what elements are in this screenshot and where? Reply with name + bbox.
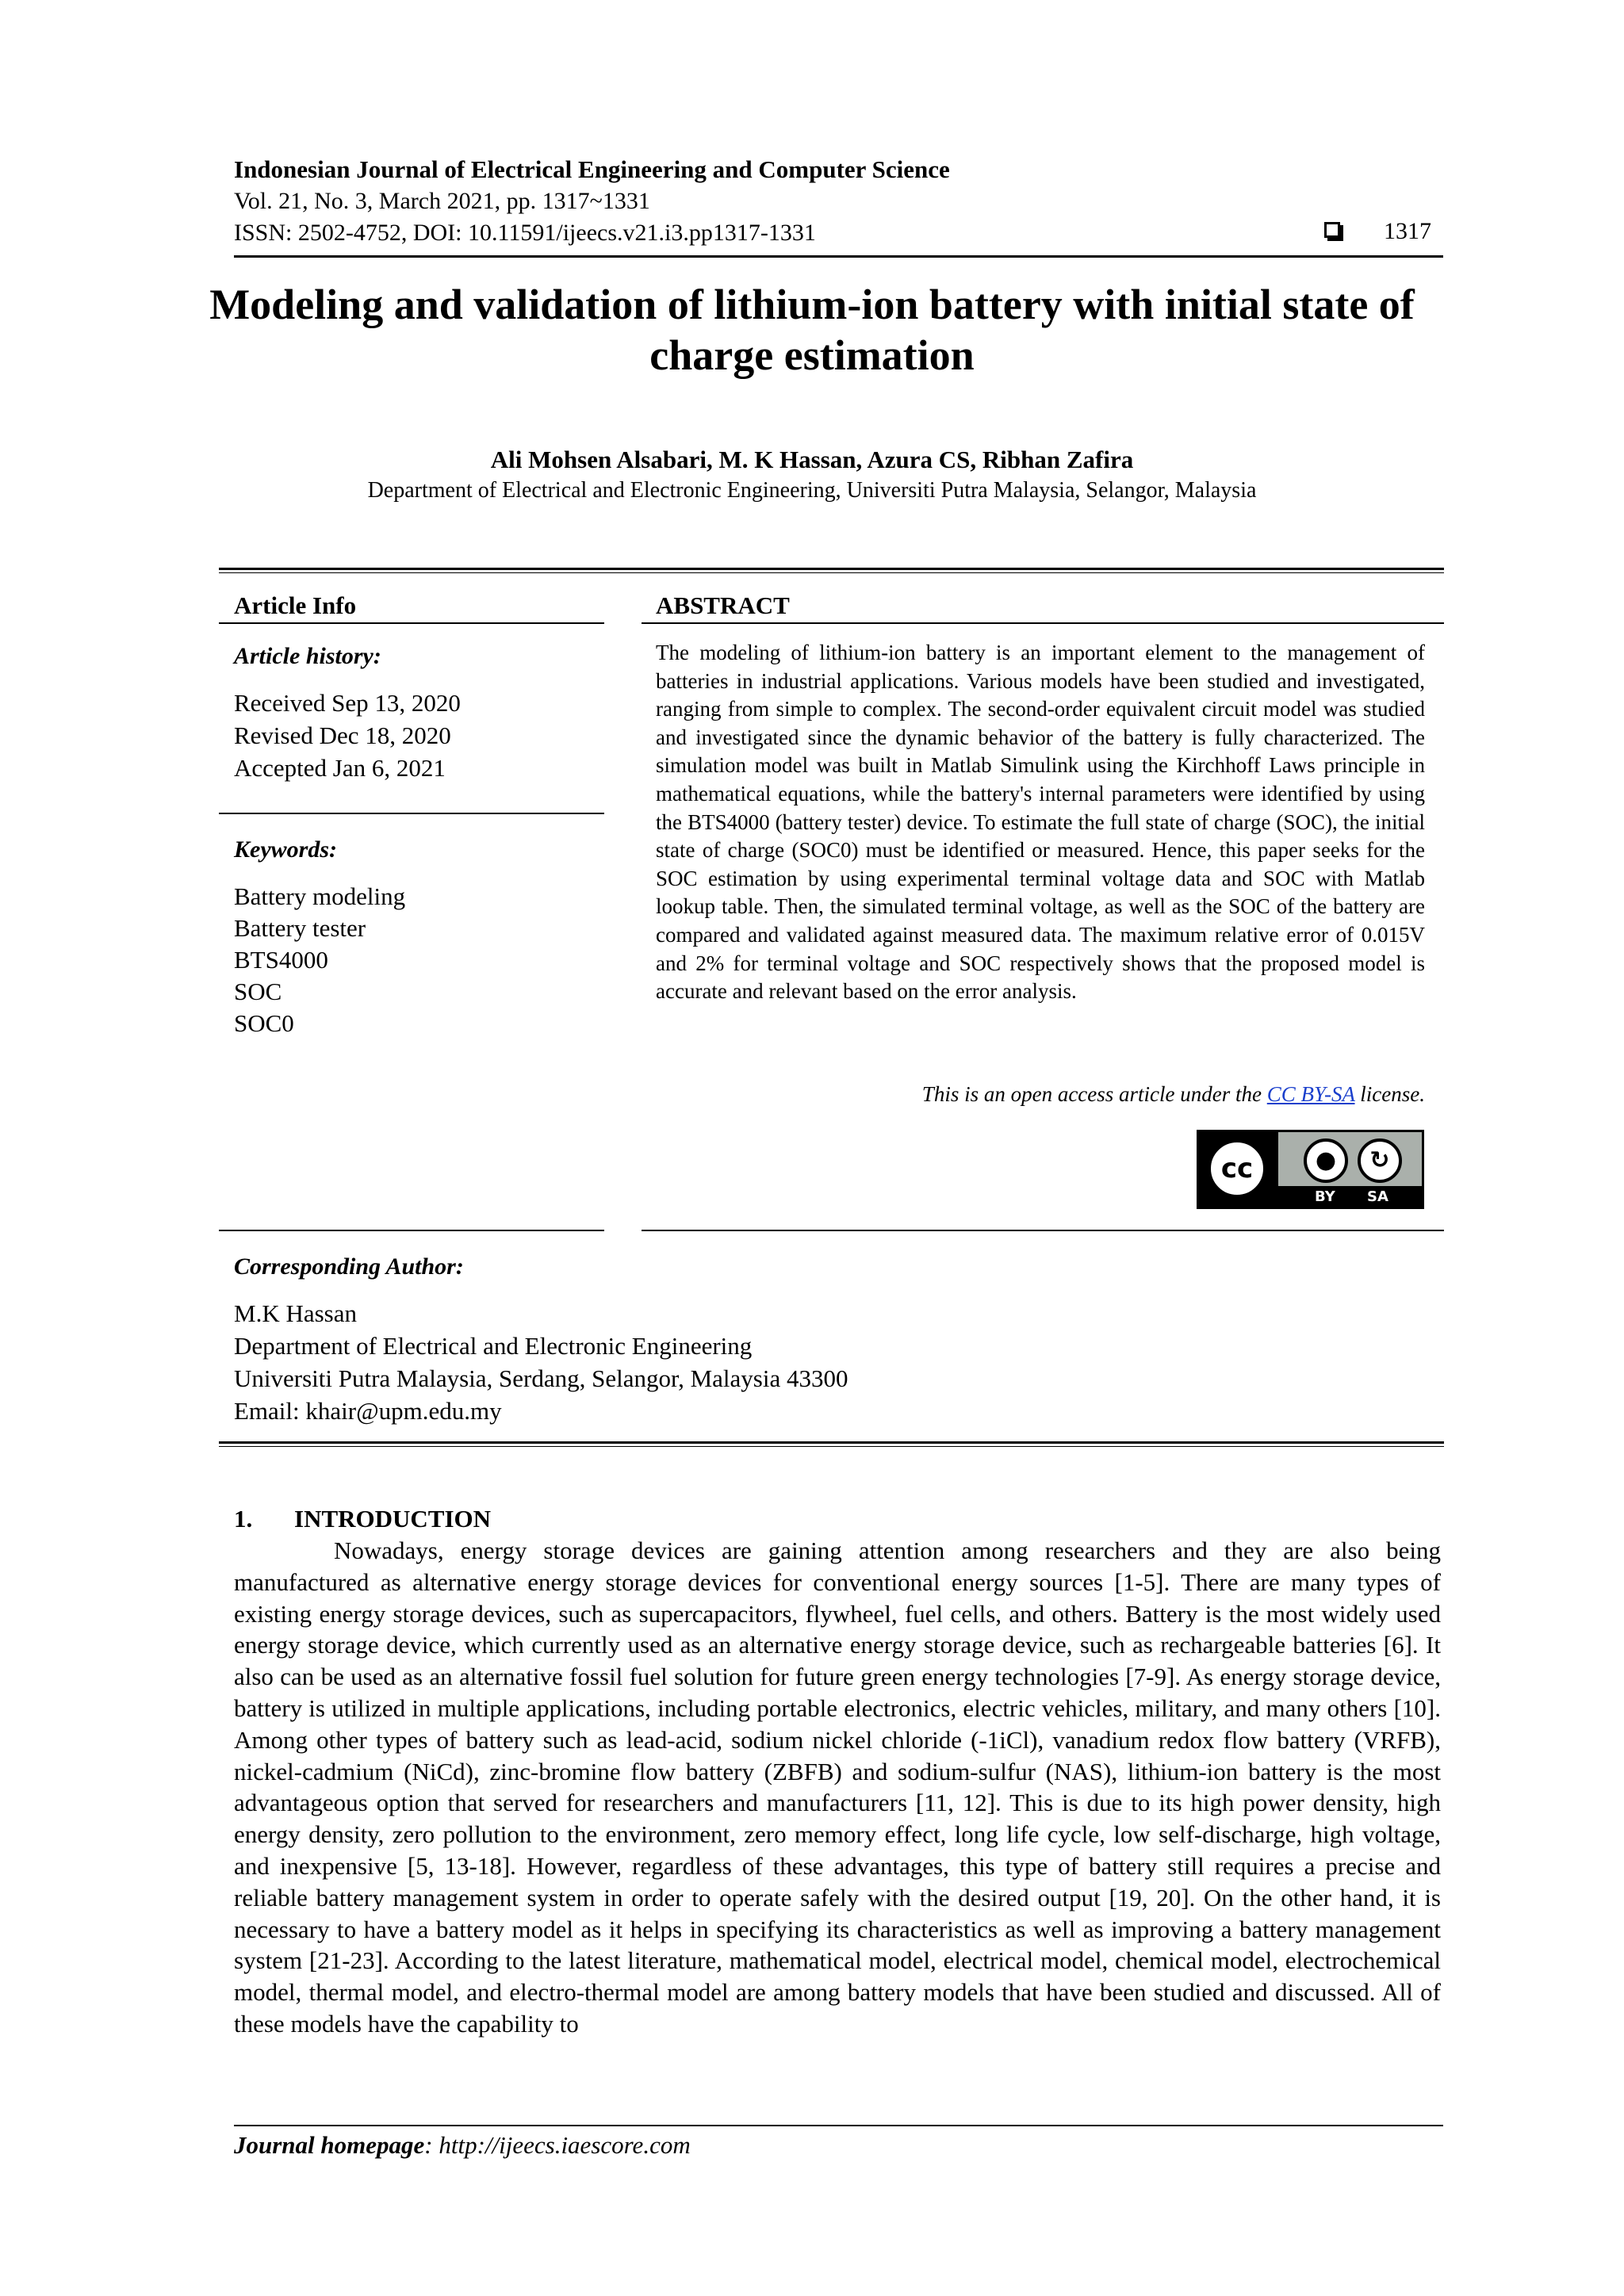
introduction-paragraph: Nowadays, energy storage devices are gaining attention among researchers and they are also being manufactured as alternative energy storage devices for conventional energy sources [1-5]. There are many types of existing energy storage devices, such as supercapacitors, flywheel, fuel cells, and others. Battery is the most widely used energy storage device, which currently used as an alternative energy storage device, such as rechargeable batteries [6]. It also can be used as an alternative fossil fuel solution for future green energy technologies [7-9]. As energy storage device, battery is utilized in multiple applications, including portable electronics, electric vehicles, military, and many others [10]. Among other types of battery such as lead-acid, sodium nickel chloride (-1iCl), vanadium redox flow battery (VRFB), nickel-cadmium (NiCd), zinc-bromine flow battery (ZBFB) and sodium-sulfur (NAS), lithium-ion battery is the most advantageous option that served for researchers and manufacturers [11, 12]. This is due to its high power density, high energy density, zero pollution to the environment, zero memory effect, long life cycle, low self-discharge, high voltage, and inexpensive [5, 13-18]. However, regardless of these advantages, this type of battery still requires a precise and reliable battery management system in order to operate safely with the desired output [19, 20]. On the other hand, it is necessary to have a battery model as it helps in specifying its characteristics as well as improving a battery management system [21-23]. According to the latest literature, mathematical model, electrical model, chemical model, electrochemical model, thermal model, and electro-thermal model are among battery models that have been studied and discussed. All of these models have the capability to xyxy=(234,1536,1441,2038)
homepage-label: Journal homepage xyxy=(234,2131,425,2159)
keyword-item: Battery tester xyxy=(234,914,366,942)
cc-by-sa-link[interactable]: CC BY-SA xyxy=(1266,1082,1355,1106)
abstract-text: The modeling of lithium-ion battery is an important element to the management of batteries in industrial applications. Various models have been studied and investigated, ranging from simple to complex. The second-order equivalent circuit model was studied and investigated since the dynamic behavior of the battery is fully characterized. The simulation model was built in Matlab Simulink using the Kirchhoff Laws principle in mathematical equations, while the battery's internal parameters were identified by using the BTS4000 (battery tester) device. To estimate the full state of charge (SOC), the initial state of charge (SOC0) must be identified or measured. Hence, this paper seeks for the SOC estimation by using experimental terminal voltage data and SOC with Matlab lookup table. Then, the simulated terminal voltage, as well as the SOC of the battery are compared and validated against measured data. The maximum relative error of 0.015V and 2% for terminal voltage and SOC respectively shows that the proposed model is accurate and relevant based on the error analysis. xyxy=(656,641,1425,1004)
share-alike-icon: ↻ xyxy=(1358,1138,1402,1183)
attribution-person-icon: ● xyxy=(1304,1138,1348,1183)
article-info-rule xyxy=(219,622,604,624)
section-title: INTRODUCTION xyxy=(294,1505,492,1533)
cc-by-sa-badge[interactable] xyxy=(1197,1130,1424,1209)
info-bottom-rule xyxy=(219,1230,604,1231)
info-top-rule xyxy=(219,568,1444,570)
paper-title: Modeling and validation of lithium-ion battery with initial state of charge estimation xyxy=(209,281,1415,379)
abstract-bottom-rule xyxy=(642,1230,1444,1231)
history-rule xyxy=(219,813,604,814)
keyword-item: SOC0 xyxy=(234,1009,294,1037)
badge-by-label: BY xyxy=(1315,1188,1335,1205)
license-statement xyxy=(656,1080,1425,1108)
section-number: 1. xyxy=(234,1505,253,1533)
article-info-heading: Article Info xyxy=(234,591,357,619)
author-list: Ali Mohsen Alsabari, M. K Hassan, Azura CS, Ribhan Zafira xyxy=(490,446,1134,473)
license-prefix: This is an open access article under the xyxy=(921,1082,1267,1106)
info-top-rule-thin xyxy=(219,572,1444,573)
article-history-heading: Article history: xyxy=(234,643,381,669)
keyword-item: Battery modeling xyxy=(234,882,406,910)
keyword-item: BTS4000 xyxy=(234,946,328,974)
keywords-heading: Keywords: xyxy=(234,836,337,863)
page-number: 1317 xyxy=(1384,218,1431,244)
footer-rule xyxy=(234,2125,1443,2126)
corresponding-rule-thin xyxy=(219,1446,1444,1447)
issn-doi-line: ISSN: 2502-4752, DOI: 10.11591/ijeecs.v21.i3.pp1317-1331 xyxy=(234,220,816,246)
corresponding-university: Universiti Putra Malaysia, Serdang, Selangor, Malaysia 43300 xyxy=(234,1364,848,1392)
corresponding-email: Email: khair@upm.edu.my xyxy=(234,1397,502,1425)
received-date: Received Sep 13, 2020 xyxy=(234,689,461,717)
journal-homepage xyxy=(234,2130,691,2161)
journal-name: Indonesian Journal of Electrical Engineering and Computer Science xyxy=(234,155,950,183)
keyword-item: SOC xyxy=(234,978,282,1005)
corresponding-department: Department of Electrical and Electronic Engineering xyxy=(234,1332,753,1360)
badge-sa-label: SA xyxy=(1367,1188,1388,1205)
volume-line: Vol. 21, No. 3, March 2021, pp. 1317~1331 xyxy=(234,188,650,214)
square-bullet-icon xyxy=(1324,222,1340,238)
abstract-rule xyxy=(642,622,1444,624)
header-rule xyxy=(234,255,1443,258)
revised-date: Revised Dec 18, 2020 xyxy=(234,721,451,749)
corresponding-author-heading: Corresponding Author: xyxy=(234,1253,464,1280)
cc-badge-label-strip xyxy=(1278,1186,1422,1207)
abstract-heading: ABSTRACT xyxy=(656,591,790,619)
license-suffix: license. xyxy=(1354,1082,1425,1106)
creative-commons-icon: cc xyxy=(1207,1138,1267,1199)
author-affiliation: Department of Electrical and Electronic Engineering, Universiti Putra Malaysia, Selangor, Malaysia xyxy=(367,478,1257,503)
homepage-url[interactable]: : http://ijeecs.iaescore.com xyxy=(424,2131,691,2159)
corresponding-rule xyxy=(219,1441,1444,1444)
corresponding-name: M.K Hassan xyxy=(234,1299,357,1327)
accepted-date: Accepted Jan 6, 2021 xyxy=(234,754,446,782)
introduction-heading xyxy=(234,1503,491,1535)
